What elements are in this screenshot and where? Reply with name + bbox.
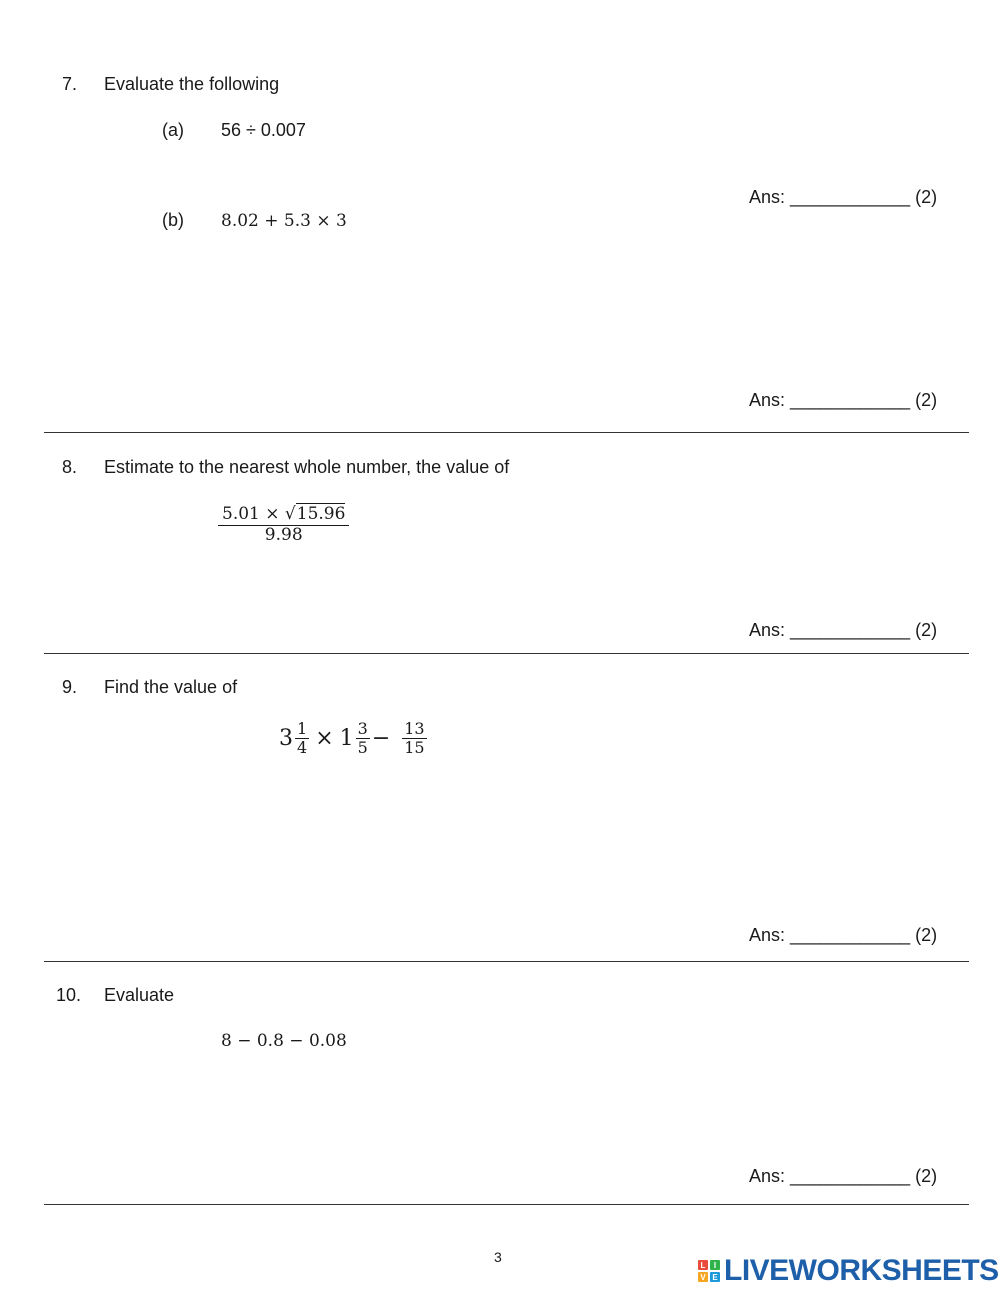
q9-frac1-numerator: 1 — [297, 719, 308, 738]
q8-answer-line[interactable]: Ans: ____________ (2) — [749, 620, 938, 640]
q9-whole-1: 3 — [279, 726, 293, 752]
q10-answer-line[interactable]: Ans: ____________ (2) — [749, 1166, 938, 1186]
logo-tile-l: L — [698, 1260, 708, 1270]
divider-q9 — [44, 961, 969, 962]
q8-prompt: Estimate to the nearest whole number, the value of — [104, 457, 510, 477]
q8-numerator-left: 5.01 × — [222, 504, 285, 524]
logo-tile-i: I — [710, 1260, 720, 1270]
q8-fraction — [220, 505, 347, 545]
logo-tile-v: V — [698, 1272, 708, 1282]
q7b-expression: 8.02 + 5.3 × 3 — [221, 211, 347, 231]
q7a-expression: 56 ÷ 0.007 — [221, 120, 306, 140]
logo-tile-e: E — [710, 1272, 720, 1282]
q7b-label: (b) — [162, 210, 184, 230]
divider-q10 — [44, 1204, 969, 1205]
q10-expression: 8 − 0.8 − 0.08 — [221, 1031, 347, 1051]
q9-frac3-numerator: 13 — [404, 719, 425, 738]
q7a-label: (a) — [162, 120, 184, 140]
q9-number: 9. — [62, 677, 78, 697]
page-number: 3 — [494, 1249, 502, 1265]
q9-minus: − — [371, 726, 391, 752]
divider-q7 — [44, 432, 969, 433]
q10-number: 10. — [56, 985, 82, 1005]
q9-answer-line[interactable]: Ans: ____________ (2) — [749, 925, 938, 945]
q7-number: 7. — [62, 74, 78, 94]
q7a-answer-line[interactable]: Ans: ____________ (2) — [749, 187, 938, 207]
q8-number: 8. — [62, 457, 78, 477]
q9-times: × — [315, 726, 334, 752]
logo-tiles-icon — [698, 1260, 720, 1282]
sqrt-icon: √ — [284, 504, 296, 524]
q9-whole-2: 1 — [339, 726, 354, 752]
q9-prompt: Find the value of — [104, 677, 238, 697]
logo-text: LIVEWORKSHEETS — [724, 1254, 999, 1287]
q9-expression — [279, 720, 427, 758]
q10-prompt: Evaluate — [104, 985, 175, 1005]
q8-denominator: 9.98 — [218, 525, 349, 546]
q9-frac2-denominator: 5 — [357, 738, 368, 758]
divider-q8 — [44, 653, 969, 654]
q7b-answer-line[interactable]: Ans: ____________ (2) — [749, 390, 938, 410]
q9-frac3-denominator: 15 — [404, 738, 425, 758]
q8-sqrt-value: 15.96 — [296, 504, 346, 524]
q7-prompt: Evaluate the following — [104, 74, 280, 94]
q9-frac1-denominator: 4 — [297, 738, 308, 758]
liveworksheets-logo[interactable] — [698, 1254, 999, 1288]
q9-frac2-numerator: 3 — [357, 719, 368, 738]
